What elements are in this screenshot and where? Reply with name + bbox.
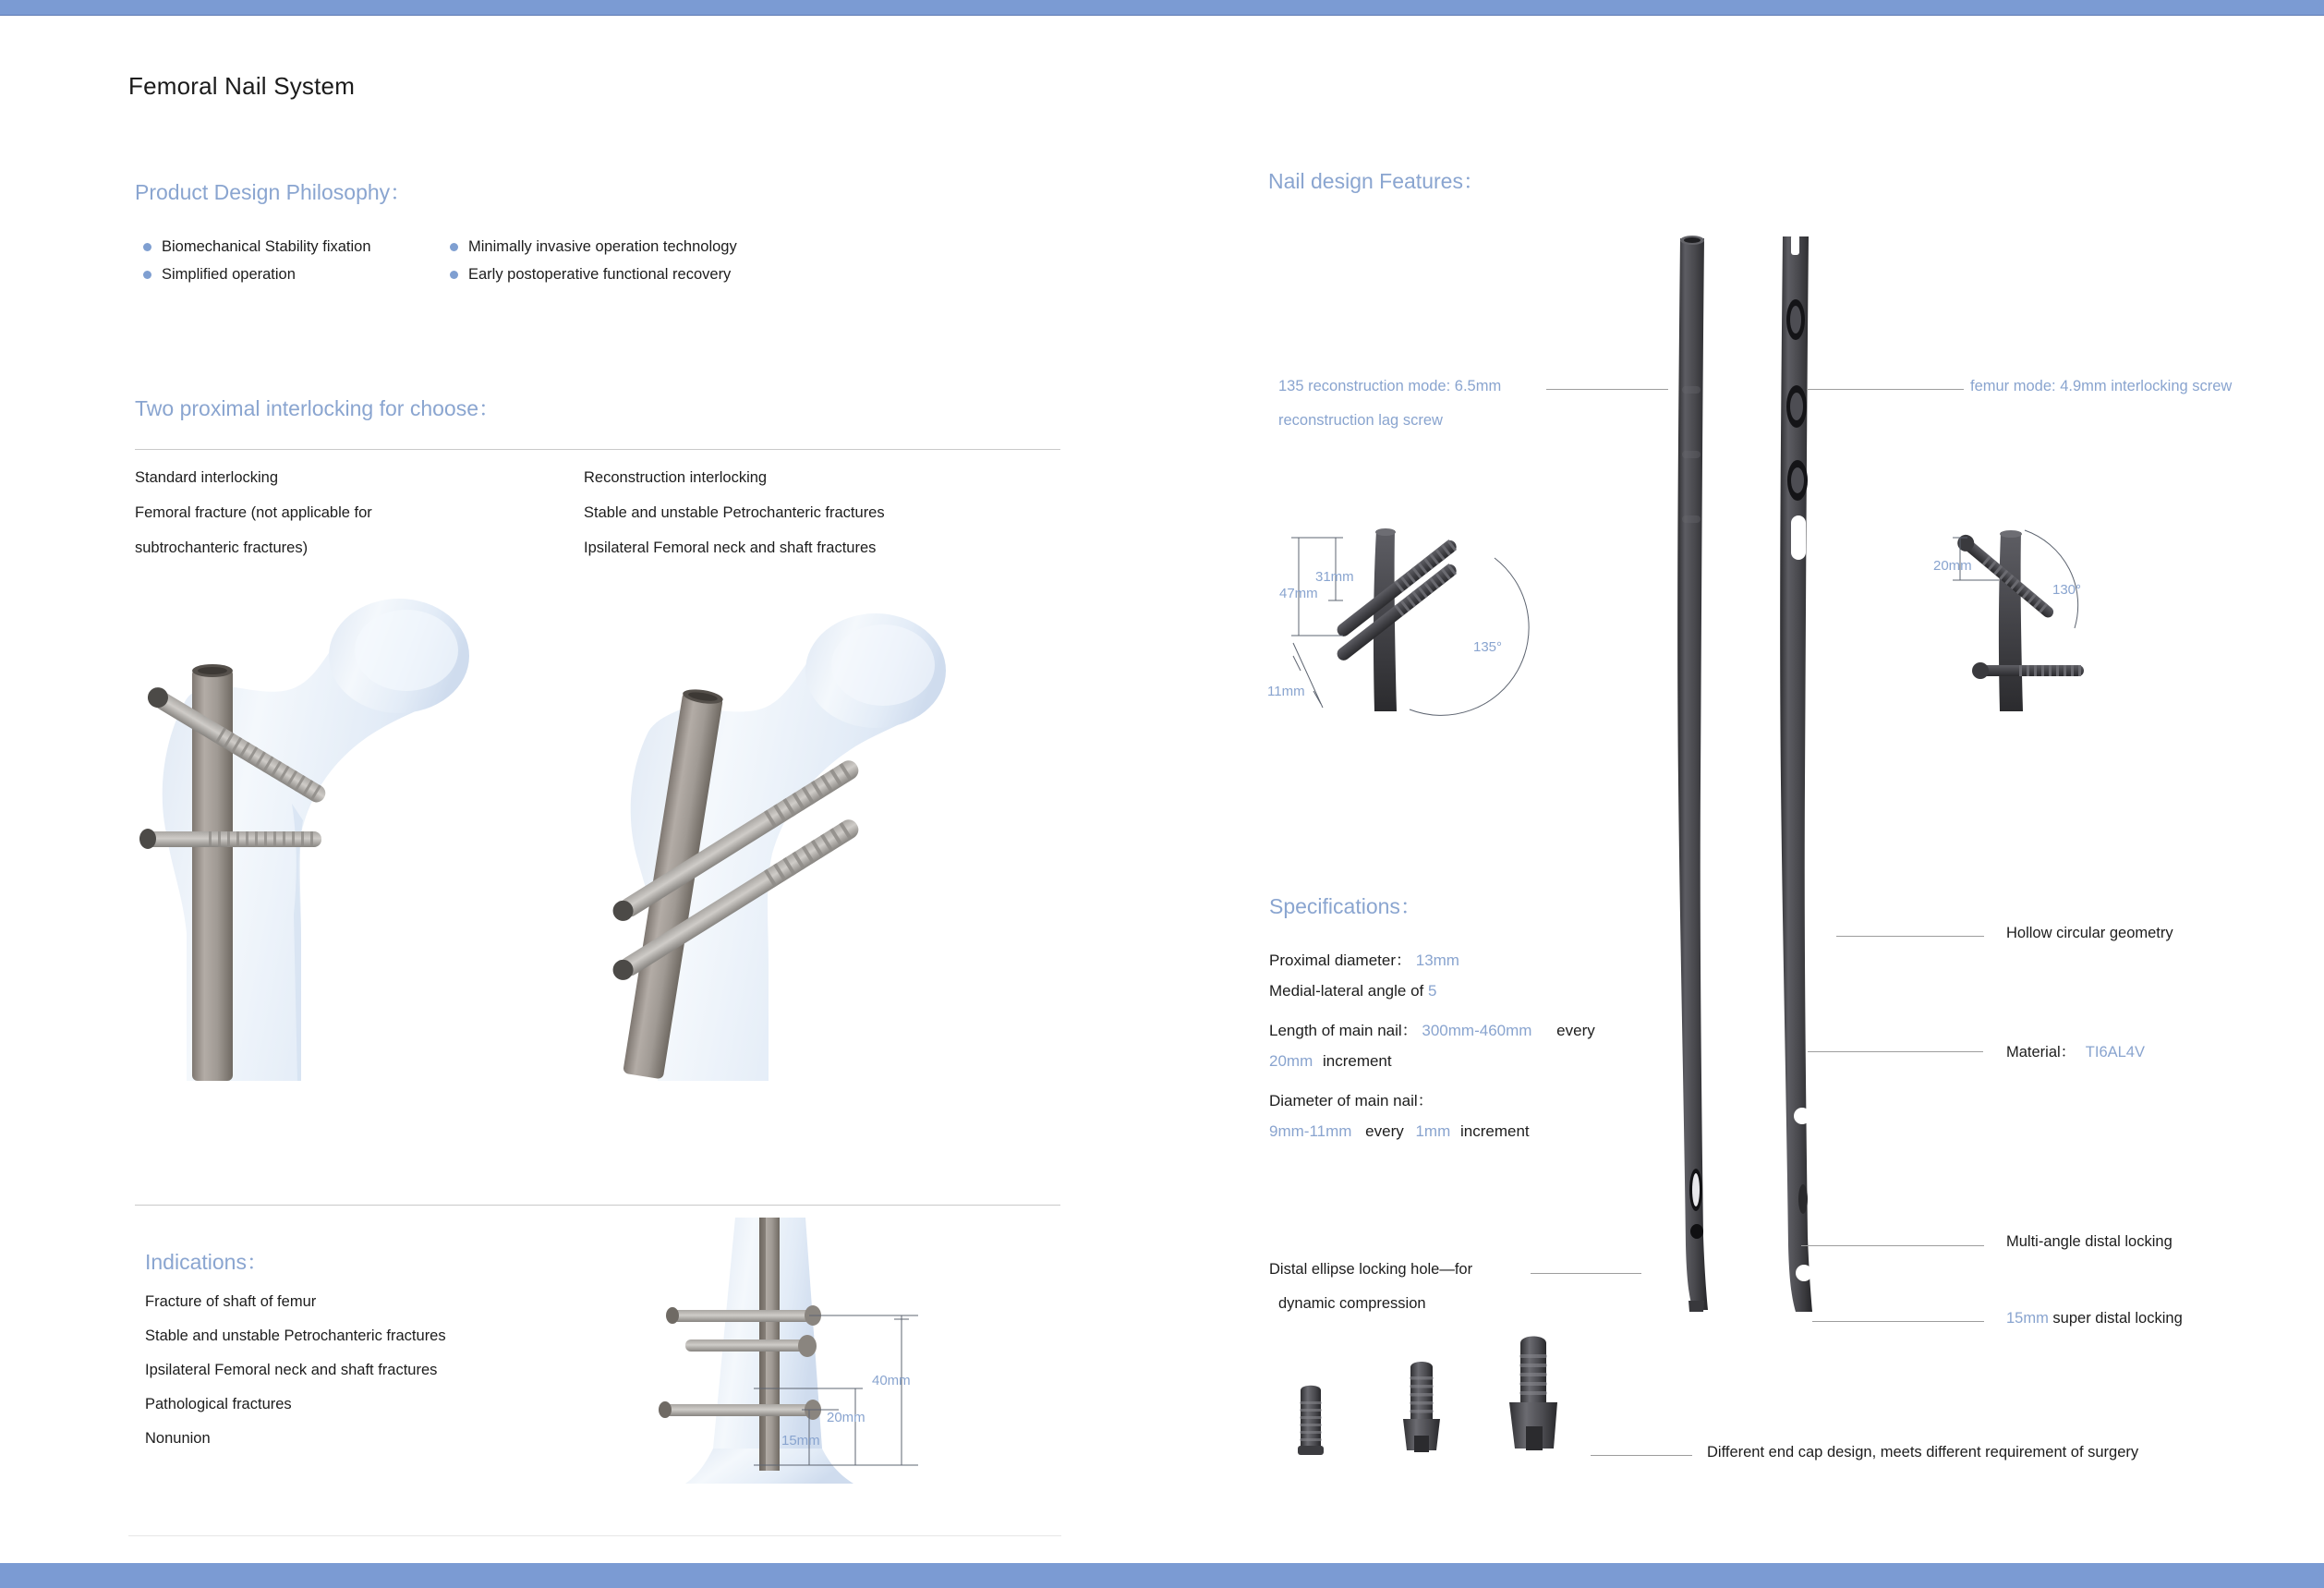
page-title: Femoral Nail System (128, 72, 356, 100)
super-distal-label: super distal locking (2048, 1310, 2183, 1327)
recon-mode-callout-line-1: 135 reconstruction mode: 6.5mm (1278, 378, 1502, 394)
spec-value: 5 (1427, 982, 1437, 1000)
end-cap-leader-line (1591, 1455, 1692, 1456)
indications-heading: Indications： (145, 1250, 268, 1274)
bullet-dot-icon (143, 243, 151, 251)
femur-mode-angle-diagram (1921, 527, 2180, 711)
interlocking-col2-line-3: Ipsilateral Femoral neck and shaft fractures (584, 539, 877, 556)
philosophy-heading: Product Design Philosophy： (135, 180, 412, 204)
femur-mode-callout: femur mode: 4.9mm interlocking screw (1970, 378, 2233, 394)
distal-dimension-15mm: 15mm (781, 1433, 820, 1449)
spec-suffix: every (1556, 1022, 1595, 1039)
femur-reconstruction-interlocking-illustration (610, 591, 998, 1081)
spec-row-length-of-main-nail (1269, 1017, 1595, 1040)
interlocking-col1-line-1: Standard interlocking (135, 469, 279, 486)
distal-ellipse-leader-line (1531, 1273, 1641, 1274)
material-label: Material： (2006, 1044, 2076, 1061)
interlocking-col2-line-1: Reconstruction interlocking (584, 469, 768, 486)
recon-mode-callout-line-2: reconstruction lag screw (1278, 412, 1443, 429)
interlocking-col2-line-2: Stable and unstable Petrochanteric fractures (584, 504, 885, 521)
distal-dimension-20mm: 20mm (827, 1410, 865, 1425)
indications-divider (135, 1205, 1060, 1206)
page-bottom-rule (128, 1535, 1061, 1536)
material-leader-line (1808, 1051, 1983, 1052)
femur-angle-130: 130° (2052, 582, 2082, 598)
philosophy-bullet-4 (450, 266, 731, 284)
bullet-dot-icon (450, 271, 458, 279)
recon-mode-leader-line (1546, 389, 1668, 390)
material-value: TI6AL4V (2085, 1044, 2145, 1061)
indication-item-5: Nonunion (145, 1430, 211, 1447)
femur-dim-20mm: 20mm (1933, 558, 1972, 574)
spec-value: 13mm (1415, 952, 1459, 969)
hollow-geometry-leader-line (1836, 936, 1984, 937)
femur-mode-nail-illustration (1764, 229, 1838, 1319)
end-cap-large-illustration (1496, 1332, 1572, 1461)
philosophy-bullet-2 (143, 266, 296, 284)
recon-dim-11mm: 11mm (1267, 684, 1305, 699)
spec-label: Length of main nail： (1269, 1022, 1418, 1039)
philosophy-bullet-1 (143, 238, 371, 256)
spec-label: Diameter of main nail： (1269, 1092, 1434, 1109)
nail-features-heading: Nail design Features： (1268, 169, 1484, 193)
callout-end-cap-design: Different end cap design, meets different requirement of surgery (1707, 1444, 2139, 1461)
philosophy-bullet-label: Simplified operation (162, 266, 296, 283)
spec-value: 20mm (1269, 1052, 1313, 1070)
indication-item-2: Stable and unstable Petrochanteric fractures (145, 1327, 446, 1344)
interlocking-col1-line-2: Femoral fracture (not applicable for (135, 504, 372, 521)
recon-angle-135: 135° (1473, 639, 1503, 655)
callout-distal-ellipse-line-2: dynamic compression (1278, 1295, 1426, 1312)
spec-value-2: 1mm (1415, 1122, 1451, 1140)
recon-dim-31mm: 31mm (1315, 569, 1354, 585)
callout-multi-angle-distal-locking: Multi-angle distal locking (2006, 1233, 2173, 1250)
distal-locking-illustration (624, 1218, 920, 1485)
spec-row-medial-lateral-angle (1269, 982, 1436, 1000)
recon-dim-47mm: 47mm (1279, 586, 1318, 601)
bullet-dot-icon (450, 243, 458, 251)
super-distal-locking-leader-line (1812, 1321, 1984, 1322)
philosophy-bullet-label: Biomechanical Stability fixation (162, 238, 371, 255)
philosophy-bullet-label: Minimally invasive operation technology (468, 238, 737, 255)
spec-row-diameter-of-main-nail (1269, 1087, 1434, 1110)
callout-material (2006, 1039, 2145, 1061)
spec-value: 9mm-11mm (1269, 1122, 1352, 1140)
end-cap-small-illustration (1284, 1381, 1343, 1461)
reconstruction-nail-illustration (1658, 229, 1732, 1319)
bullet-dot-icon (143, 271, 151, 279)
top-brand-band (0, 0, 2324, 16)
indication-item-1: Fracture of shaft of femur (145, 1293, 317, 1310)
interlocking-divider (135, 449, 1060, 450)
femur-standard-interlocking-illustration (129, 591, 610, 1081)
femur-mode-leader-line (1807, 389, 1964, 390)
spec-value: 300mm-460mm (1422, 1022, 1532, 1039)
spec-suffix: every (1365, 1122, 1404, 1140)
distal-dimension-40mm: 40mm (872, 1373, 911, 1388)
philosophy-bullet-label: Early postoperative functional recovery (468, 266, 732, 283)
indication-item-4: Pathological fractures (145, 1396, 292, 1412)
spec-suffix: increment (1322, 1052, 1392, 1070)
spec-row-length-increment (1269, 1052, 1392, 1071)
callout-hollow-circular-geometry: Hollow circular geometry (2006, 925, 2173, 941)
interlocking-col1-line-3: subtrochanteric fractures) (135, 539, 309, 556)
indication-item-3: Ipsilateral Femoral neck and shaft fractures (145, 1362, 438, 1378)
callout-super-distal-locking (2006, 1310, 2183, 1327)
spec-label: Medial-lateral angle of (1269, 982, 1428, 1000)
end-cap-medium-illustration (1390, 1358, 1455, 1461)
multi-angle-locking-leader-line (1801, 1245, 1984, 1246)
bottom-brand-band (0, 1563, 2324, 1588)
super-distal-value: 15mm (2006, 1310, 2049, 1327)
specifications-heading: Specifications： (1269, 894, 1422, 918)
interlocking-heading: Two proximal interlocking for choose： (135, 396, 500, 420)
spec-row-proximal-diameter (1269, 947, 1459, 970)
spec-suffix-2: increment (1459, 1122, 1530, 1140)
spec-label: Proximal diameter： (1269, 952, 1411, 969)
callout-distal-ellipse-line-1: Distal ellipse locking hole—for (1269, 1261, 1473, 1278)
philosophy-bullet-3 (450, 238, 737, 256)
spec-row-diameter-increment (1269, 1122, 1530, 1141)
